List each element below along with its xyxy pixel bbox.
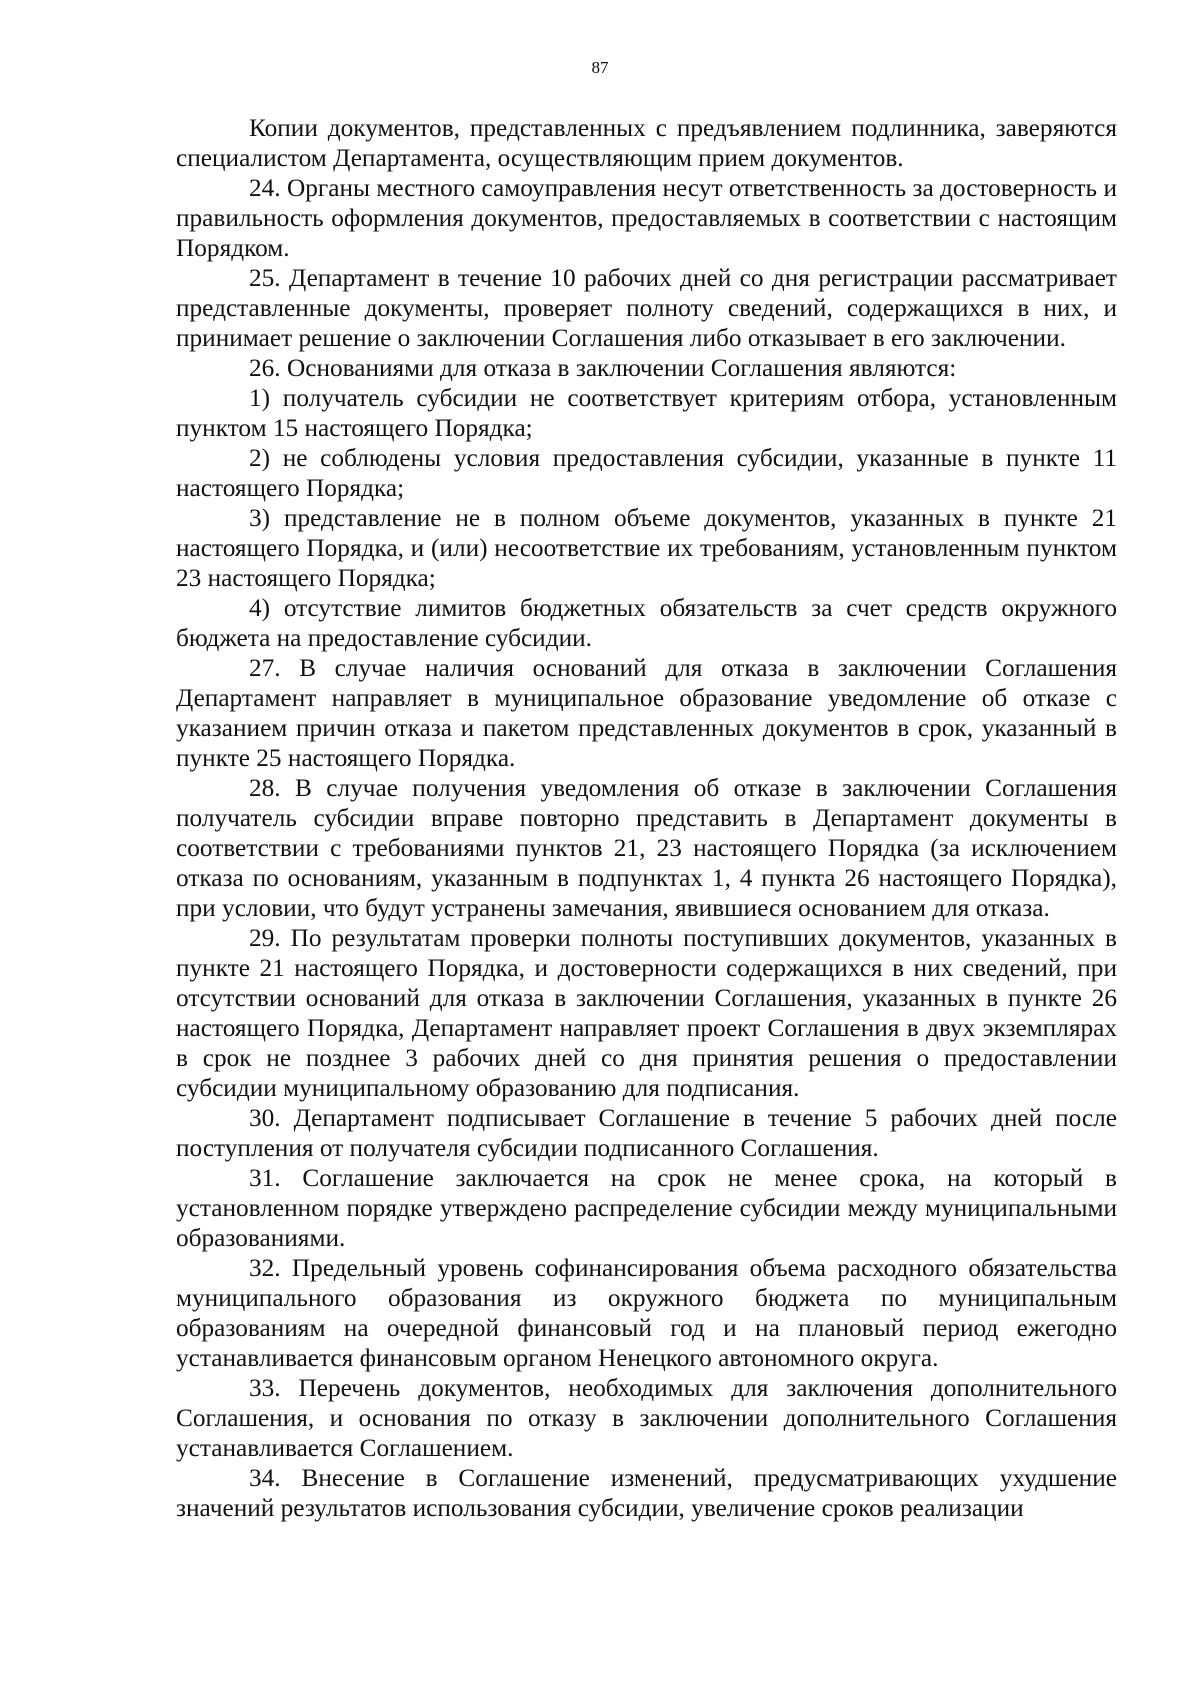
paragraph-34: 34. Внесение в Соглашение изменений, предусматривающих ухудшение значений результатов использования субсидии, увеличение сроков реализации (176, 1464, 1117, 1522)
paragraph-26-item-3: 3) представление не в полном объеме документов, указанных в пункте 21 настоящего Порядка, и (или) несоответствие их требованиям, установленным пунктом 23 настоящего Порядка; (176, 504, 1117, 592)
paragraph-32: 32. Предельный уровень софинансирования объема расходного обязательства муниципального образования из окружного бюджета по муниципальным образованиям на очередной финансовый год и на плановый период ежегодно устанавливается финансовым органом Ненецкого автономного округа. (176, 1254, 1117, 1372)
paragraph-27: 27. В случае наличия оснований для отказа в заключении Соглашения Департамент направляет в муниципальное образование уведомление об отказе с указанием причин отказа и пакетом представленных документов в срок, указанный в пункте 25 настоящего Порядка. (176, 654, 1117, 772)
paragraph-33: 33. Перечень документов, необходимых для заключения дополнительного Соглашения, и основания по отказу в заключении дополнительного Соглашения устанавливается Соглашением. (176, 1374, 1117, 1462)
document-body (176, 113, 1117, 1523)
paragraph-30: 30. Департамент подписывает Соглашение в течение 5 рабочих дней после поступления от получателя субсидии подписанного Соглашения. (176, 1104, 1117, 1162)
paragraph-24: 24. Органы местного самоуправления несут ответственность за достоверность и правильность оформления документов, предоставляемых в соответствии с настоящим Порядком. (176, 174, 1117, 262)
paragraph-25: 25. Департамент в течение 10 рабочих дней со дня регистрации рассматривает представленные документы, проверяет полноту сведений, содержащихся в них, и принимает решение о заключении Соглашения либо отказывает в его заключении. (176, 264, 1117, 352)
page-number: 87 (591, 58, 609, 77)
paragraph-copies-certification: Копии документов, представленных с предъявлением подлинника, заверяются специалистом Департамента, осуществляющим прием документов. (176, 114, 1117, 172)
paragraph-31: 31. Соглашение заключается на срок не менее срока, на который в установленном порядке утверждено распределение субсидии между муниципальными образованиями. (176, 1164, 1117, 1252)
paragraph-28: 28. В случае получения уведомления об отказе в заключении Соглашения получатель субсидии вправе повторно представить в Департамент документы в соответствии с требованиями пунктов 21, 23 настоящего Порядка (за исключением отказа по основаниям, указанным в подпунктах 1, 4 пункта 26 настоящего Порядка), при условии, что будут устранены замечания, явившиеся основанием для отказа. (176, 774, 1117, 922)
paragraph-29: 29. По результатам проверки полноты поступивших документов, указанных в пункте 21 настоящего Порядка, и достоверности содержащихся в них сведений, при отсутствии оснований для отказа в заключении Соглашения, указанных в пункте 26 настоящего Порядка, Департамент направляет проект Соглашения в двух экземплярах в срок не позднее 3 рабочих дней со дня принятия решения о предоставлении субсидии муниципальному образованию для подписания. (176, 924, 1117, 1102)
paragraph-26: 26. Основаниями для отказа в заключении Соглашения являются: (249, 354, 957, 382)
paragraph-26-item-1: 1) получатель субсидии не соответствует критериям отбора, установленным пунктом 15 настоящего Порядка; (176, 384, 1117, 442)
paragraph-26-item-4: 4) отсутствие лимитов бюджетных обязательств за счет средств окружного бюджета на предоставление субсидии. (176, 594, 1117, 652)
paragraph-26-item-2: 2) не соблюдены условия предоставления субсидии, указанные в пункте 11 настоящего Порядка; (176, 444, 1117, 502)
